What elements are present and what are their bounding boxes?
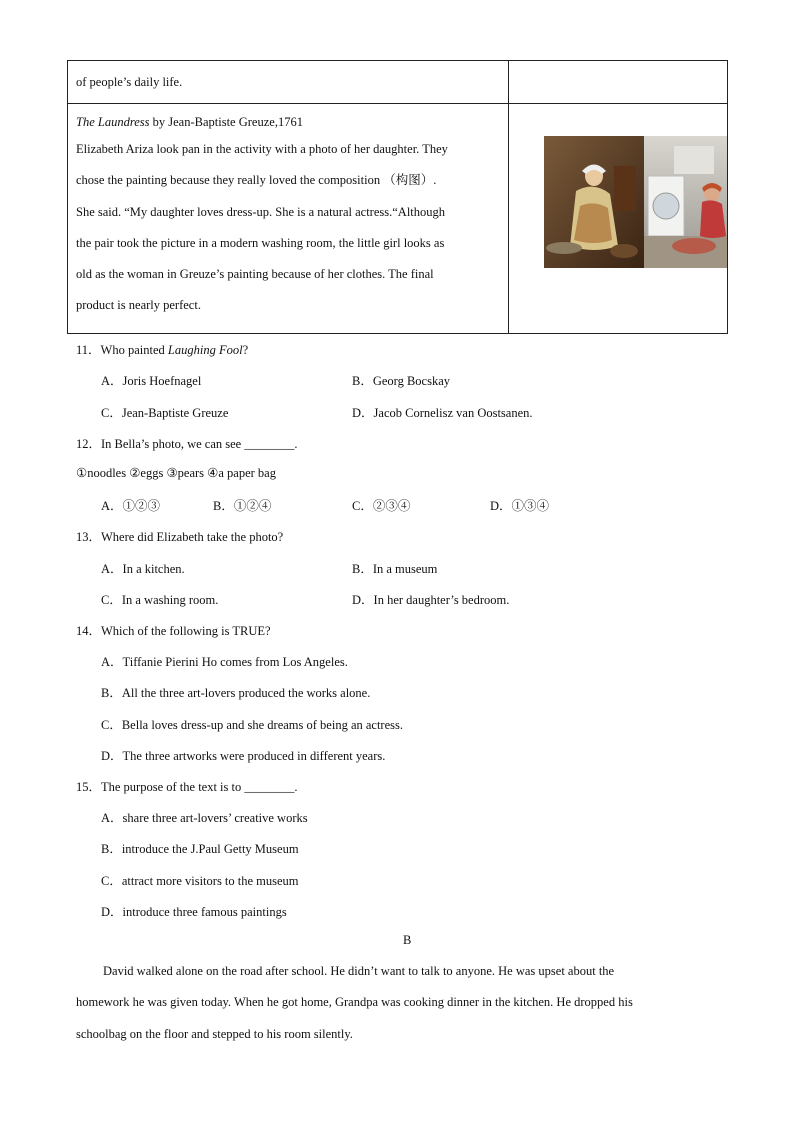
q12-option-d[interactable]: D．①③④ bbox=[490, 499, 550, 513]
q14-option-a[interactable]: A．Tiffanie Pierini Ho comes from Los Angeles. bbox=[101, 655, 348, 669]
table-text: She said. “My daughter loves dress-up. She is a natural actress.“Although bbox=[76, 204, 446, 219]
q12-option-c[interactable]: C．②③④ bbox=[352, 499, 411, 513]
q13-option-a[interactable]: A．In a kitchen. bbox=[101, 562, 185, 576]
q13-option-c[interactable]: C．In a washing room. bbox=[101, 593, 219, 607]
q12-option-b[interactable]: B．①②④ bbox=[213, 499, 272, 513]
q15-option-a[interactable]: A．share three art-lovers’ creative works bbox=[101, 811, 308, 825]
q11-option-a[interactable]: A．Joris Hoefnagel bbox=[101, 374, 202, 388]
q15-option-d[interactable]: D．introduce three famous paintings bbox=[101, 905, 287, 919]
q13-option-d[interactable]: D．In her daughter’s bedroom. bbox=[352, 593, 510, 607]
table-cell-empty bbox=[509, 61, 728, 104]
question-11: 11．Who painted Laughing Fool? bbox=[76, 343, 249, 357]
q11-option-d[interactable]: D．Jacob Cornelisz van Oostsanen. bbox=[352, 406, 533, 420]
passage-line: schoolbag on the floor and stepped to his room silently. bbox=[76, 1027, 353, 1041]
table-text: Elizabeth Ariza look pan in the activity with a photo of her daughter. They bbox=[76, 142, 448, 156]
q13-option-b[interactable]: B．In a museum bbox=[352, 562, 438, 576]
table-cell bbox=[68, 61, 509, 104]
table-text: of people’s daily life. bbox=[76, 75, 183, 89]
table-text: the pair took the picture in a modern washing room, the little girl looks as bbox=[76, 235, 445, 250]
q11-option-b[interactable]: B．Georg Bocskay bbox=[352, 374, 451, 388]
question-12: 12．In Bella’s photo, we can see ________. bbox=[76, 437, 298, 451]
passage-line: David walked alone on the road after school. He didn’t want to talk to anyone. He was upset about the bbox=[103, 964, 615, 978]
question-14: 14．Which of the following is TRUE? bbox=[76, 624, 271, 638]
passage-line: homework he was given today. When he got home, Grandpa was cooking dinner in the kitchen. He dropped his bbox=[76, 995, 633, 1009]
table-text: chose the painting because they really loved the composition （构图）. bbox=[76, 173, 437, 188]
table-text: old as the woman in Greuze’s painting because of her clothes. The final bbox=[76, 267, 434, 282]
q14-option-d[interactable]: D．The three artworks were produced in different years. bbox=[101, 749, 386, 763]
table-text: product is nearly perfect. bbox=[76, 298, 201, 313]
q15-option-b[interactable]: B．introduce the J.Paul Getty Museum bbox=[101, 842, 299, 856]
question-15: 15．The purpose of the text is to ________. bbox=[76, 780, 298, 794]
table-cell-image bbox=[509, 104, 728, 334]
question-13: 13．Where did Elizabeth take the photo? bbox=[76, 530, 284, 544]
q12-option-a[interactable]: A．①②③ bbox=[101, 499, 161, 513]
laundress-comparison-image bbox=[544, 136, 727, 268]
artwork-table bbox=[67, 60, 728, 334]
q11-option-c[interactable]: C．Jean-Baptiste Greuze bbox=[101, 406, 229, 420]
section-heading: B bbox=[403, 933, 412, 947]
table-cell bbox=[68, 104, 509, 334]
q15-option-c[interactable]: C．attract more visitors to the museum bbox=[101, 874, 299, 888]
painting-title: The Laundress by Jean-Baptiste Greuze,1761 bbox=[76, 115, 303, 129]
q14-option-c[interactable]: C．Bella loves dress-up and she dreams of being an actress. bbox=[101, 718, 404, 732]
q12-items: ①noodles ②eggs ③pears ④a paper bag bbox=[76, 466, 276, 480]
q14-option-b[interactable]: B．All the three art-lovers produced the works alone. bbox=[101, 686, 371, 700]
